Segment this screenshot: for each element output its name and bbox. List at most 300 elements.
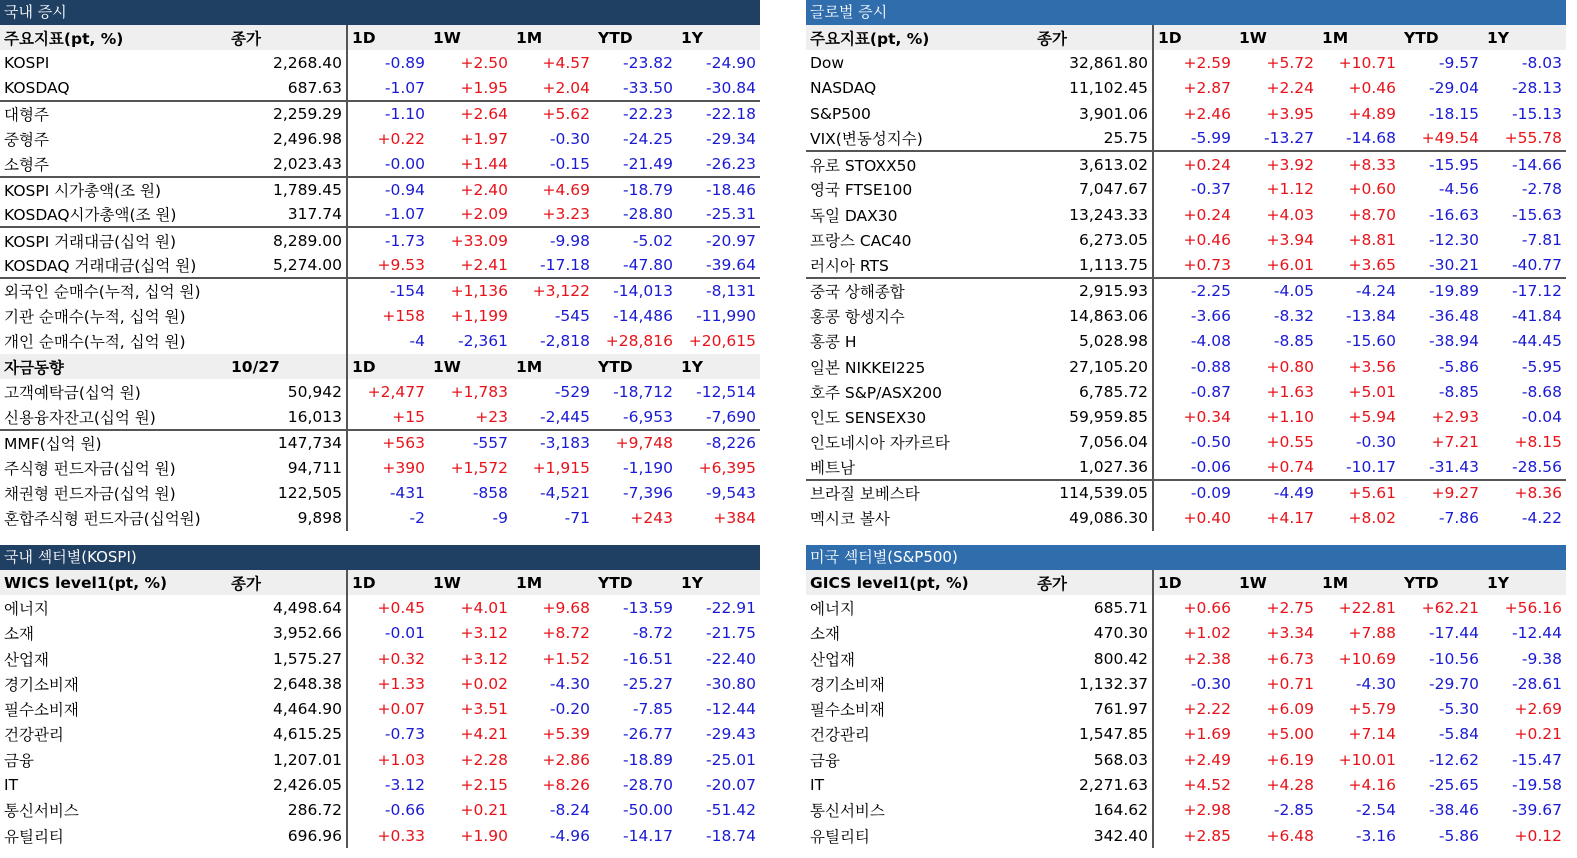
row-label: 필수소비재	[810, 701, 885, 720]
change-value: +1.02	[1153, 621, 1235, 646]
close-value: 2,426.05	[227, 772, 347, 797]
change-value: +6.01	[1266, 255, 1314, 274]
change-value: -1.07	[347, 76, 429, 101]
close-value: 5,028.98	[1033, 329, 1153, 354]
table-row	[806, 253, 1566, 278]
change-value: -15.13	[1512, 104, 1562, 123]
close-value: 4,615.25	[227, 722, 347, 747]
change-value: -2.25	[1153, 278, 1235, 303]
domestic-market-panel	[0, 0, 760, 531]
change-value: +4.03	[1266, 205, 1314, 224]
close-value: 470.30	[1033, 621, 1153, 646]
change-value: +3.95	[1266, 104, 1314, 123]
change-value: -18.79	[594, 177, 677, 202]
change-value: -0.06	[1153, 455, 1235, 480]
change-value: +6.19	[1266, 750, 1314, 769]
table-row	[0, 329, 760, 354]
change-value: +3.34	[1266, 624, 1314, 643]
table-row	[806, 722, 1566, 747]
change-value: +563	[347, 430, 429, 455]
row-label: 소형주	[4, 155, 49, 174]
close-value: 2,271.63	[1033, 772, 1153, 797]
change-value: -7.86	[1438, 509, 1479, 528]
change-value: -7,396	[623, 483, 673, 502]
change-value: +2.86	[542, 750, 590, 769]
row-label: 에너지	[810, 599, 855, 618]
change-value: +0.71	[1266, 674, 1314, 693]
change-value: +0.60	[1348, 180, 1396, 199]
close-value: 1,207.01	[227, 747, 347, 772]
change-value: -5.95	[1521, 357, 1562, 376]
change-value: -0.50	[1153, 430, 1235, 455]
change-value: -4.08	[1153, 329, 1235, 354]
change-value: +3.12	[460, 649, 508, 668]
column-header: 1Y	[1483, 25, 1566, 50]
row-label: 인도네시아 자카르타	[810, 434, 950, 453]
row-label: 건강관리	[4, 726, 64, 745]
sp500-sector-table	[806, 570, 1566, 848]
change-value: -30.80	[706, 674, 756, 693]
change-value: -431	[347, 480, 429, 505]
row-label: 인도 SENSEX30	[810, 409, 927, 428]
row-label: 고객예탁금(십억 원)	[4, 383, 141, 402]
change-value: +0.74	[1266, 458, 1314, 477]
change-value: -41.84	[1512, 306, 1562, 325]
change-value: +6.73	[1266, 649, 1314, 668]
change-value: -0.30	[1355, 433, 1396, 452]
change-value: +8.15	[1514, 433, 1562, 452]
column-header: YTD	[1400, 570, 1483, 595]
change-value: +56.16	[1504, 598, 1562, 617]
change-value: -13.84	[1346, 306, 1396, 325]
table-row	[0, 696, 760, 721]
row-label: IT	[4, 776, 19, 795]
change-value: -22.18	[677, 101, 760, 126]
change-value: -0.37	[1153, 177, 1235, 202]
table-row	[806, 646, 1566, 671]
change-value: +3.94	[1266, 231, 1314, 250]
close-value: 1,132.37	[1033, 671, 1153, 696]
change-value: -19.58	[1512, 776, 1562, 795]
row-label: 러시아 RTS	[810, 256, 889, 275]
column-header: 주요지표(pt, %)	[806, 25, 1033, 50]
change-value: -1,190	[623, 458, 673, 477]
table-row	[0, 506, 760, 531]
change-value: -8.72	[632, 624, 673, 643]
change-value: -18.74	[706, 826, 756, 845]
change-value: +0.80	[1266, 357, 1314, 376]
kospi-sector-table	[0, 570, 760, 848]
change-value: +8.26	[542, 776, 590, 795]
change-value: +0.24	[1153, 202, 1235, 227]
change-value: +9.68	[542, 598, 590, 617]
row-label: 기관 순매수(누적, 십억 원)	[4, 307, 186, 326]
change-value: +1,915	[532, 458, 590, 477]
change-value: -529	[554, 382, 590, 401]
table-row	[0, 126, 760, 151]
row-label: 주식형 펀드자금(십억 원)	[4, 459, 176, 478]
change-value: +390	[347, 455, 429, 480]
change-value: +0.55	[1266, 433, 1314, 452]
row-label: 영국 FTSE100	[810, 181, 913, 200]
change-value: -14,013	[594, 278, 677, 303]
change-value: +1,199	[450, 306, 508, 325]
change-value: -18.46	[677, 177, 760, 202]
close-value: 696.96	[227, 823, 347, 848]
change-value: -5.86	[1438, 826, 1479, 845]
change-value: -3.16	[1355, 826, 1396, 845]
close-value: 94,711	[227, 455, 347, 480]
change-value: -11,990	[696, 306, 756, 325]
column-header: 1W	[1235, 25, 1318, 50]
header-row	[0, 354, 760, 379]
change-value: +2.69	[1514, 700, 1562, 719]
change-value: -4.49	[1235, 480, 1318, 505]
change-value: +384	[713, 509, 756, 528]
close-value	[227, 303, 347, 328]
change-value: +2.87	[1153, 76, 1235, 101]
row-label: 소재	[810, 625, 840, 644]
change-value: -5.99	[1153, 126, 1235, 151]
change-value: +2.09	[460, 205, 508, 224]
change-value: -0.30	[549, 129, 590, 148]
change-value: -25.65	[1429, 776, 1479, 795]
column-header: 1W	[429, 570, 512, 595]
change-value: +0.46	[1348, 79, 1396, 98]
change-value: -50.00	[623, 801, 673, 820]
change-value: +28,816	[605, 332, 673, 351]
change-value: -33.50	[623, 78, 673, 97]
change-value: +5.01	[1348, 382, 1396, 401]
table-row	[806, 202, 1566, 227]
change-value: -16.63	[1429, 205, 1479, 224]
change-value: -8.24	[549, 801, 590, 820]
table-row	[806, 671, 1566, 696]
change-value: -9.57	[1438, 53, 1479, 72]
change-value: -12.44	[706, 700, 756, 719]
change-value: +0.02	[460, 674, 508, 693]
close-value: 1,575.27	[227, 646, 347, 671]
change-value: -18.15	[1429, 104, 1479, 123]
change-value: +22.81	[1338, 598, 1396, 617]
change-value: +0.45	[347, 595, 429, 620]
change-value: -0.20	[549, 700, 590, 719]
change-value: -30.21	[1429, 255, 1479, 274]
row-label: IT	[810, 776, 825, 795]
change-value: +3.56	[1348, 357, 1396, 376]
close-value: 25.75	[1033, 126, 1153, 151]
row-label: 개인 순매수(누적, 십억 원)	[4, 333, 186, 352]
change-value: -557	[429, 430, 512, 455]
change-value: +23	[475, 407, 508, 426]
close-value: 5,274.00	[227, 253, 347, 278]
change-value: -5.30	[1438, 700, 1479, 719]
change-value: -38.46	[1429, 801, 1479, 820]
row-label: 경기소비재	[810, 675, 885, 694]
change-value: +2.98	[1153, 798, 1235, 823]
row-label: 에너지	[4, 599, 49, 618]
column-header: 1D	[347, 570, 429, 595]
change-value: -2.54	[1355, 801, 1396, 820]
row-label: 대형주	[0, 101, 227, 126]
change-value: -26.23	[706, 154, 756, 173]
change-value: +2.64	[429, 101, 512, 126]
change-value: -4.56	[1438, 180, 1479, 199]
change-value: +4.57	[542, 53, 590, 72]
change-value: +0.66	[1153, 595, 1235, 620]
table-row	[0, 76, 760, 101]
close-value: 286.72	[227, 798, 347, 823]
change-value: -17.18	[540, 255, 590, 274]
change-value: +15	[347, 404, 429, 429]
change-value: +8.36	[1483, 480, 1566, 505]
change-value: +1.10	[1266, 408, 1314, 427]
change-value: +1.95	[460, 78, 508, 97]
close-value: 6,785.72	[1033, 379, 1153, 404]
close-value: 50,942	[227, 379, 347, 404]
row-label: KOSPI 시가총액(조 원)	[0, 177, 227, 202]
change-value: -8.03	[1521, 53, 1562, 72]
table-row	[806, 329, 1566, 354]
change-value: +0.73	[1153, 253, 1235, 278]
row-label: 외국인 순매수(누적, 십억 원)	[0, 278, 227, 303]
change-value: -4,521	[540, 483, 590, 502]
change-value: -3,183	[512, 430, 594, 455]
change-value: -30.84	[706, 78, 756, 97]
column-header: YTD	[1400, 25, 1483, 50]
change-value: -9,543	[706, 483, 756, 502]
table-row	[0, 480, 760, 505]
table-row	[806, 621, 1566, 646]
change-value: -21.49	[623, 154, 673, 173]
table-row	[0, 798, 760, 823]
global-market-table	[806, 25, 1566, 531]
change-value: -31.43	[1429, 458, 1479, 477]
change-value: -12,514	[696, 382, 756, 401]
table-row	[806, 772, 1566, 797]
change-value: -12.62	[1429, 750, 1479, 769]
column-header: 1M	[1318, 570, 1400, 595]
change-value: +9,748	[594, 430, 677, 455]
change-value: +5.94	[1348, 408, 1396, 427]
close-value: 4,464.90	[227, 696, 347, 721]
column-header: 1M	[512, 25, 594, 50]
table-row	[806, 227, 1566, 252]
table-row	[0, 177, 760, 202]
change-value: -0.15	[549, 154, 590, 173]
table-row	[806, 379, 1566, 404]
change-value: -21.75	[706, 624, 756, 643]
change-value: +5.61	[1318, 480, 1400, 505]
change-value: -47.80	[623, 255, 673, 274]
table-row	[0, 303, 760, 328]
change-value: +5.00	[1266, 725, 1314, 744]
change-value: -29.04	[1429, 79, 1479, 98]
change-value: +4.16	[1348, 776, 1396, 795]
change-value: +0.32	[347, 646, 429, 671]
close-value: 2,915.93	[1033, 278, 1153, 303]
change-value: -24.25	[623, 129, 673, 148]
header-row	[0, 570, 760, 595]
table-row	[0, 379, 760, 404]
change-value: -9	[492, 509, 508, 528]
change-value: +3.12	[460, 624, 508, 643]
close-value	[227, 329, 347, 354]
change-value: +5.39	[542, 725, 590, 744]
row-label: 혼합주식형 펀드자금(십억원)	[4, 510, 201, 529]
row-label: VIX(변동성지수)	[810, 130, 923, 149]
row-label: 중국 상해종합	[806, 278, 1033, 303]
change-value: +0.33	[347, 823, 429, 848]
row-label: 유로 STOXX50	[806, 151, 1033, 176]
change-value: +1.33	[347, 671, 429, 696]
change-value: -2	[347, 506, 429, 531]
change-value: -0.66	[347, 798, 429, 823]
change-value: +2.24	[1266, 79, 1314, 98]
header-row	[806, 25, 1566, 50]
table-row	[806, 404, 1566, 429]
change-value: +8.02	[1348, 509, 1396, 528]
table-row	[0, 202, 760, 227]
table-row	[806, 595, 1566, 620]
change-value: -13.27	[1264, 129, 1314, 148]
change-value: -2.85	[1273, 801, 1314, 820]
change-value: -39.64	[706, 255, 756, 274]
column-header: 1D	[1153, 25, 1235, 50]
change-value: -28.70	[623, 776, 673, 795]
change-value: +10.69	[1338, 649, 1396, 668]
change-value: +20,615	[688, 332, 756, 351]
table-row	[806, 480, 1566, 505]
column-header: WICS level1(pt, %)	[0, 570, 227, 595]
change-value: -15.95	[1400, 151, 1483, 176]
row-label: KOSDAQ시가총액(조 원)	[4, 206, 177, 225]
table-row	[806, 455, 1566, 480]
table-row	[806, 303, 1566, 328]
change-value: +1,783	[450, 382, 508, 401]
close-value: 49,086.30	[1033, 506, 1153, 531]
change-value: -0.94	[347, 177, 429, 202]
change-value: +8.72	[542, 624, 590, 643]
close-value: 342.40	[1033, 823, 1153, 848]
close-value: 9,898	[227, 506, 347, 531]
close-value: 7,047.67	[1033, 177, 1153, 202]
row-label: 베트남	[810, 459, 855, 478]
change-value: -25.27	[623, 674, 673, 693]
change-value: +9.27	[1400, 480, 1483, 505]
column-header: 1D	[347, 25, 429, 50]
change-value: +1.69	[1153, 722, 1235, 747]
change-value: +4.28	[1266, 776, 1314, 795]
table-row	[806, 798, 1566, 823]
change-value: -22.23	[594, 101, 677, 126]
change-value: +2.41	[460, 255, 508, 274]
close-value: 11,102.45	[1033, 76, 1153, 101]
change-value: -15.60	[1346, 332, 1396, 351]
change-value: -1.73	[347, 227, 429, 252]
change-value: -2,361	[458, 332, 508, 351]
change-value: +2.85	[1153, 823, 1235, 848]
close-value: 7,056.04	[1033, 430, 1153, 455]
domestic-market-table	[0, 25, 760, 531]
row-label: NASDAQ	[810, 79, 877, 98]
row-label: 금융	[4, 751, 34, 770]
close-value: 3,901.06	[1033, 101, 1153, 126]
change-value: +2.59	[1153, 50, 1235, 75]
change-value: -14,486	[613, 306, 673, 325]
table-row	[0, 151, 760, 176]
change-value: -12.30	[1429, 231, 1479, 250]
change-value: -0.01	[347, 621, 429, 646]
change-value: +8.70	[1348, 205, 1396, 224]
change-value: -22.91	[706, 598, 756, 617]
change-value: +1.12	[1266, 180, 1314, 199]
close-value: 761.97	[1033, 696, 1153, 721]
row-label: S&P500	[810, 104, 871, 123]
row-label: 소재	[4, 625, 34, 644]
kospi-sector-panel	[0, 545, 760, 848]
change-value: -20.97	[677, 227, 760, 252]
change-value: +1.97	[460, 129, 508, 148]
change-value: -4	[347, 329, 429, 354]
change-value: +0.12	[1514, 826, 1562, 845]
change-value: -12.44	[1512, 624, 1562, 643]
change-value: -17.12	[1483, 278, 1566, 303]
row-label: 필수소비재	[4, 701, 79, 720]
change-value: -17.44	[1429, 624, 1479, 643]
change-value: -858	[472, 483, 508, 502]
table-row	[0, 722, 760, 747]
change-value: +5.79	[1348, 700, 1396, 719]
table-row	[806, 126, 1566, 151]
close-value: 147,734	[227, 430, 347, 455]
change-value: +2.15	[460, 776, 508, 795]
change-value: +6.09	[1266, 700, 1314, 719]
change-value: -24.90	[706, 53, 756, 72]
close-value	[227, 278, 347, 303]
change-value: -25.01	[706, 750, 756, 769]
column-header: 1W	[429, 354, 512, 379]
change-value: -13.59	[623, 598, 673, 617]
change-value: +0.21	[1514, 725, 1562, 744]
change-value: -0.87	[1153, 379, 1235, 404]
table-row	[0, 772, 760, 797]
close-value: 27,105.20	[1033, 354, 1153, 379]
column-header: 1Y	[677, 570, 760, 595]
row-label: 홍콩 항셍지수	[810, 307, 905, 326]
change-value: -0.30	[1153, 671, 1235, 696]
change-value: +2.40	[429, 177, 512, 202]
column-header: 1Y	[677, 25, 760, 50]
row-label: 산업재	[4, 650, 49, 669]
change-value: -4.30	[1355, 674, 1396, 693]
change-value: -0.09	[1153, 480, 1235, 505]
change-value: +4.52	[1153, 772, 1235, 797]
table-row	[806, 823, 1566, 848]
change-value: +5.62	[512, 101, 594, 126]
change-value: +0.34	[1153, 404, 1235, 429]
row-label: KOSDAQ	[4, 78, 70, 97]
column-header: 종가	[1033, 25, 1153, 50]
change-value: -14.17	[623, 826, 673, 845]
change-value: +2,477	[347, 379, 429, 404]
change-value: +10.71	[1338, 53, 1396, 72]
row-label: 중형주	[4, 130, 49, 149]
row-label: 프랑스 CAC40	[810, 232, 912, 251]
close-value: 317.74	[227, 202, 347, 227]
change-value: -26.77	[623, 725, 673, 744]
change-value: -8.85	[1438, 382, 1479, 401]
